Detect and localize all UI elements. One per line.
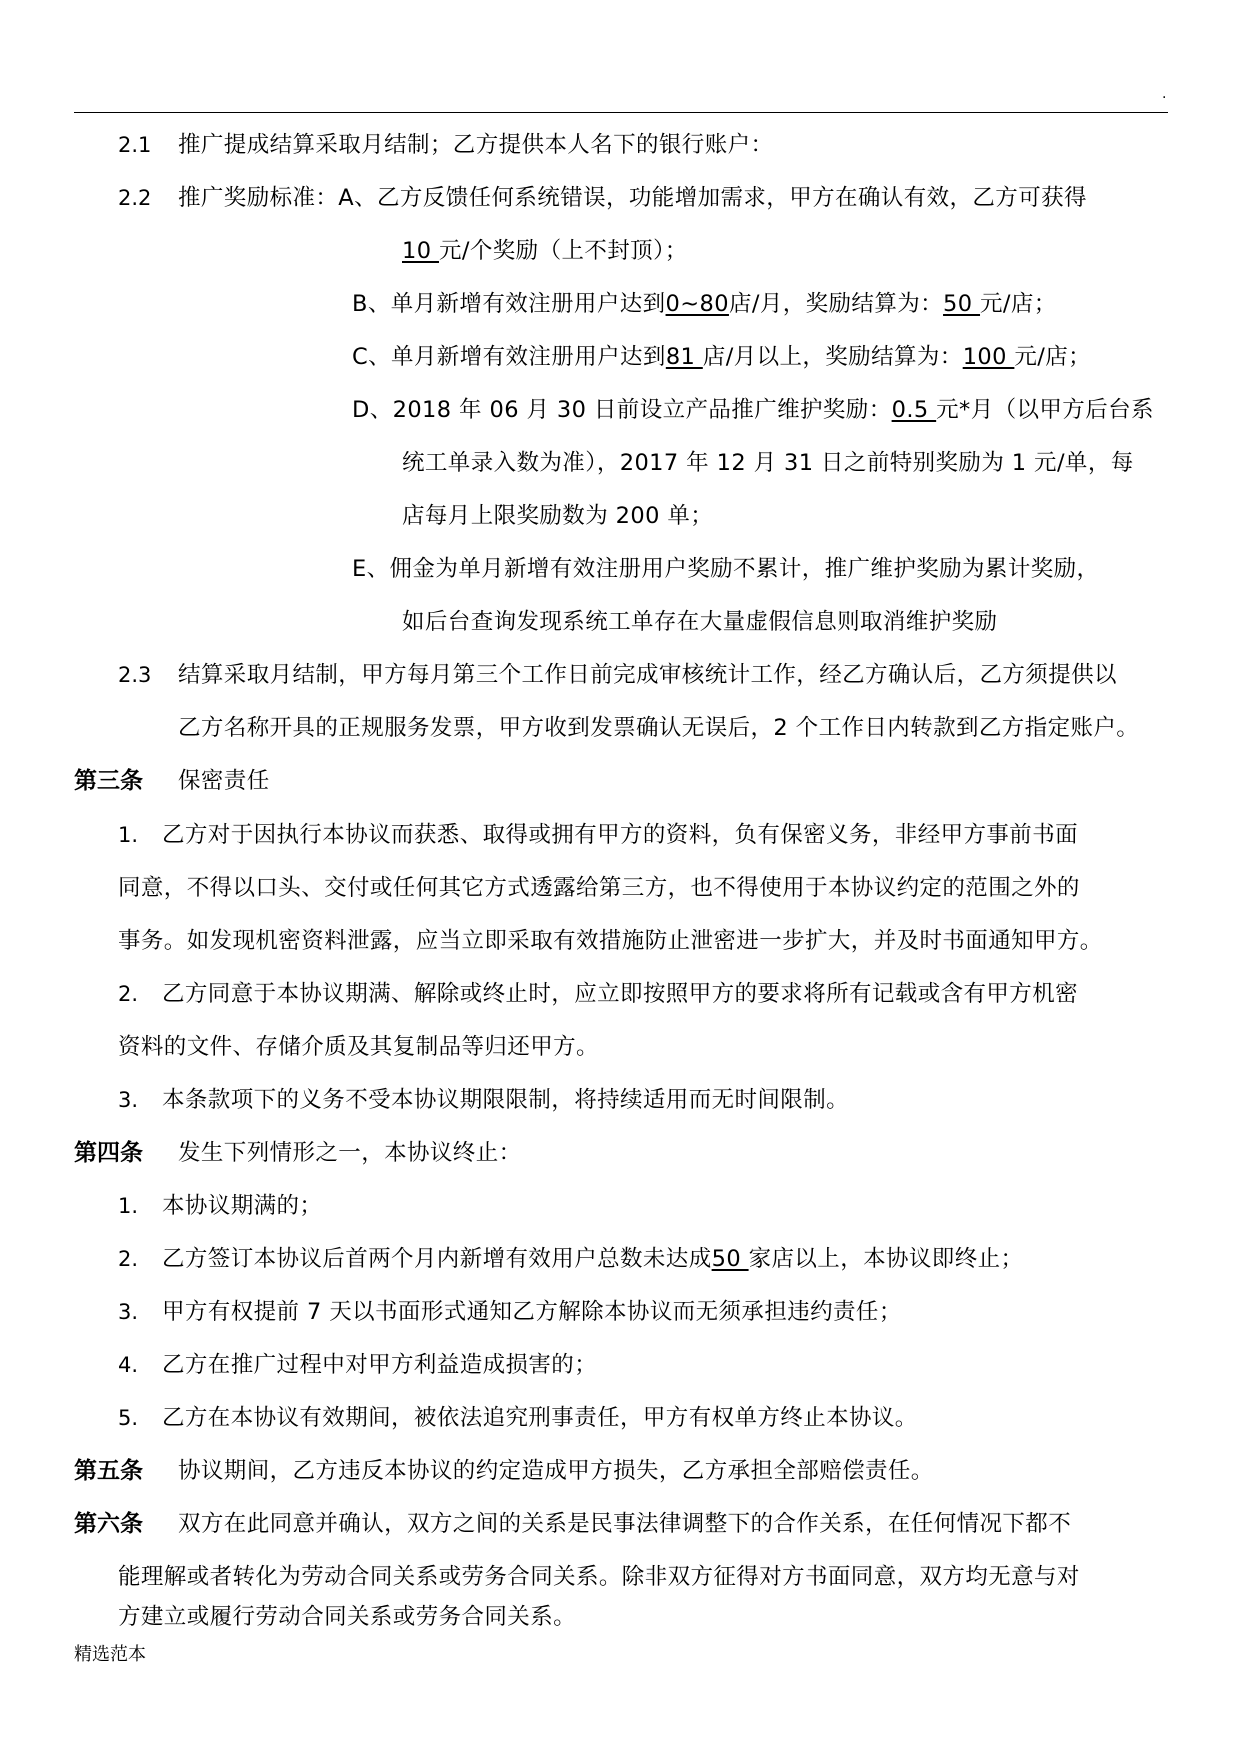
article-4-item-5-text: 乙方在本协议有效期间，被依法追究刑事责任，甲方有权单方终止本协议。 <box>162 1405 918 1431</box>
clause-2-2-item-d-line1 <box>352 395 1154 425</box>
article-3-item-2-number: 2. <box>118 982 139 1006</box>
article-5-title: 第五条 <box>74 1458 143 1484</box>
item-b-range: 0~80 <box>665 291 729 317</box>
item-2-store-count: 50 <box>711 1246 749 1272</box>
item-b-post: 元/店； <box>980 291 1057 317</box>
item-d-pre: D、2018 年 06 月 30 日前设立产品推广维护奖励： <box>352 397 892 423</box>
article-4-item-5-number: 5. <box>118 1406 139 1430</box>
clause-2-2-item-a-line2 <box>402 236 688 266</box>
article-3-item-1-line3: 事务。如发现机密资料泄露，应当立即采取有效措施防止泄密进一步扩大，并及时书面通知甲方。 <box>118 928 1103 954</box>
item-b-amount: 50 <box>943 291 981 317</box>
clause-number-2-3: 2.3 <box>118 663 152 687</box>
clause-number-2-2: 2.2 <box>118 186 152 210</box>
article-5-text: 协议期间，乙方违反本协议的约定造成甲方损失，乙方承担全部赔偿责任。 <box>178 1458 934 1484</box>
clause-2-2-item-d-line3: 店每月上限奖励数为 200 单； <box>402 503 714 529</box>
article-3-item-3-number: 3. <box>118 1088 139 1112</box>
item-d-amount: 0.5 <box>891 397 937 423</box>
article-4-item-3-number: 3. <box>118 1300 139 1324</box>
item-c-threshold: 81 <box>665 344 703 370</box>
article-3-item-2-line2: 资料的文件、存储介质及其复制品等归还甲方。 <box>118 1034 599 1060</box>
clause-2-3-line1: 结算采取月结制，甲方每月第三个工作日前完成审核统计工作，经乙方确认后，乙方须提供以 <box>178 662 1117 688</box>
article-4-item-1-text: 本协议期满的； <box>162 1193 323 1219</box>
item-2-pre: 乙方签订本协议后首两个月内新增有效用户总数未达成 <box>162 1246 712 1272</box>
article-4-item-4-number: 4. <box>118 1353 139 1377</box>
clause-2-2-item-e-line2: 如后台查询发现系统工单存在大量虚假信息则取消维护奖励 <box>402 609 998 635</box>
article-3-item-1-number: 1. <box>118 823 139 847</box>
item-c-mid: 店/月以上，奖励结算为： <box>702 344 963 370</box>
item-b-mid: 店/月，奖励结算为： <box>728 291 944 317</box>
article-4-item-3-text: 甲方有权提前 7 天以书面形式通知乙方解除本协议而无须承担违约责任； <box>162 1299 902 1325</box>
header-mark: . <box>1162 86 1167 102</box>
item-2-post: 家店以上，本协议即终止； <box>748 1246 1024 1272</box>
item-c-post: 元/店； <box>1014 344 1092 370</box>
article-4-item-1-number: 1. <box>118 1194 139 1218</box>
article-4-item-2-number: 2. <box>118 1247 139 1271</box>
clause-2-2-item-b <box>352 289 1057 319</box>
item-d-post: 元*月（以甲方后台系 <box>936 397 1154 423</box>
article-4-heading: 发生下列情形之一，本协议终止： <box>178 1140 522 1166</box>
item-b-pre: B、单月新增有效注册用户达到 <box>352 291 666 317</box>
article-3-heading: 保密责任 <box>178 768 270 794</box>
item-c-pre: C、单月新增有效注册用户达到 <box>352 344 666 370</box>
article-3-item-1-line1: 乙方对于因执行本协议而获悉、取得或拥有甲方的资料，负有保密义务，非经甲方事前书面 <box>162 822 1079 848</box>
clause-2-2-item-c <box>352 342 1091 372</box>
clause-2-2-item-a-line1: 推广奖励标准：A、乙方反馈任何系统错误，功能增加需求，甲方在确认有效，乙方可获得 <box>178 185 1087 211</box>
clause-2-2-item-e-line1: E、佣金为单月新增有效注册用户奖励不累计，推广维护奖励为累计奖励， <box>352 556 1100 582</box>
article-3-item-2-line1: 乙方同意于本协议期满、解除或终止时，应立即按照甲方的要求将所有记载或含有甲方机密 <box>162 981 1079 1007</box>
footer-label: 精选范本 <box>74 1644 146 1665</box>
article-4-title: 第四条 <box>74 1140 143 1166</box>
article-4-item-4-text: 乙方在推广过程中对甲方利益造成损害的； <box>162 1352 598 1378</box>
article-6-title: 第六条 <box>74 1511 143 1537</box>
clause-2-3-line2: 乙方名称开具的正规服务发票，甲方收到发票确认无误后，2 个工作日内转款到乙方指定账户。 <box>178 715 1140 741</box>
article-6-line3: 方建立或履行劳动合同关系或劳务合同关系。 <box>118 1604 577 1630</box>
article-3-item-3-text: 本条款项下的义务不受本协议期限限制，将持续适用而无时间限制。 <box>162 1087 850 1113</box>
header-rule <box>74 112 1168 113</box>
reward-text-a: 元/个奖励（上不封顶）； <box>438 238 688 264</box>
article-6-line1: 双方在此同意并确认，双方之间的关系是民事法律调整下的合作关系，在任何情况下都不 <box>178 1511 1072 1537</box>
article-3-title: 第三条 <box>74 768 143 794</box>
article-6-line2: 能理解或者转化为劳动合同关系或劳务合同关系。除非双方征得对方书面同意，双方均无意与对 <box>118 1564 1080 1590</box>
clause-number-2-1: 2.1 <box>118 133 152 157</box>
clause-2-1-text: 推广提成结算采取月结制；乙方提供本人名下的银行账户： <box>178 132 774 158</box>
article-4-item-2-text <box>162 1244 1023 1274</box>
article-3-item-1-line2: 同意，不得以口头、交付或任何其它方式透露给第三方，也不得使用于本协议约定的范围之外的 <box>118 875 1080 901</box>
reward-amount-a: 10 <box>402 238 439 264</box>
item-c-amount: 100 <box>962 344 1015 370</box>
clause-2-2-item-d-line2: 统工单录入数为准），2017 年 12 月 31 日之前特别奖励为 1 元/单，每 <box>402 450 1134 476</box>
